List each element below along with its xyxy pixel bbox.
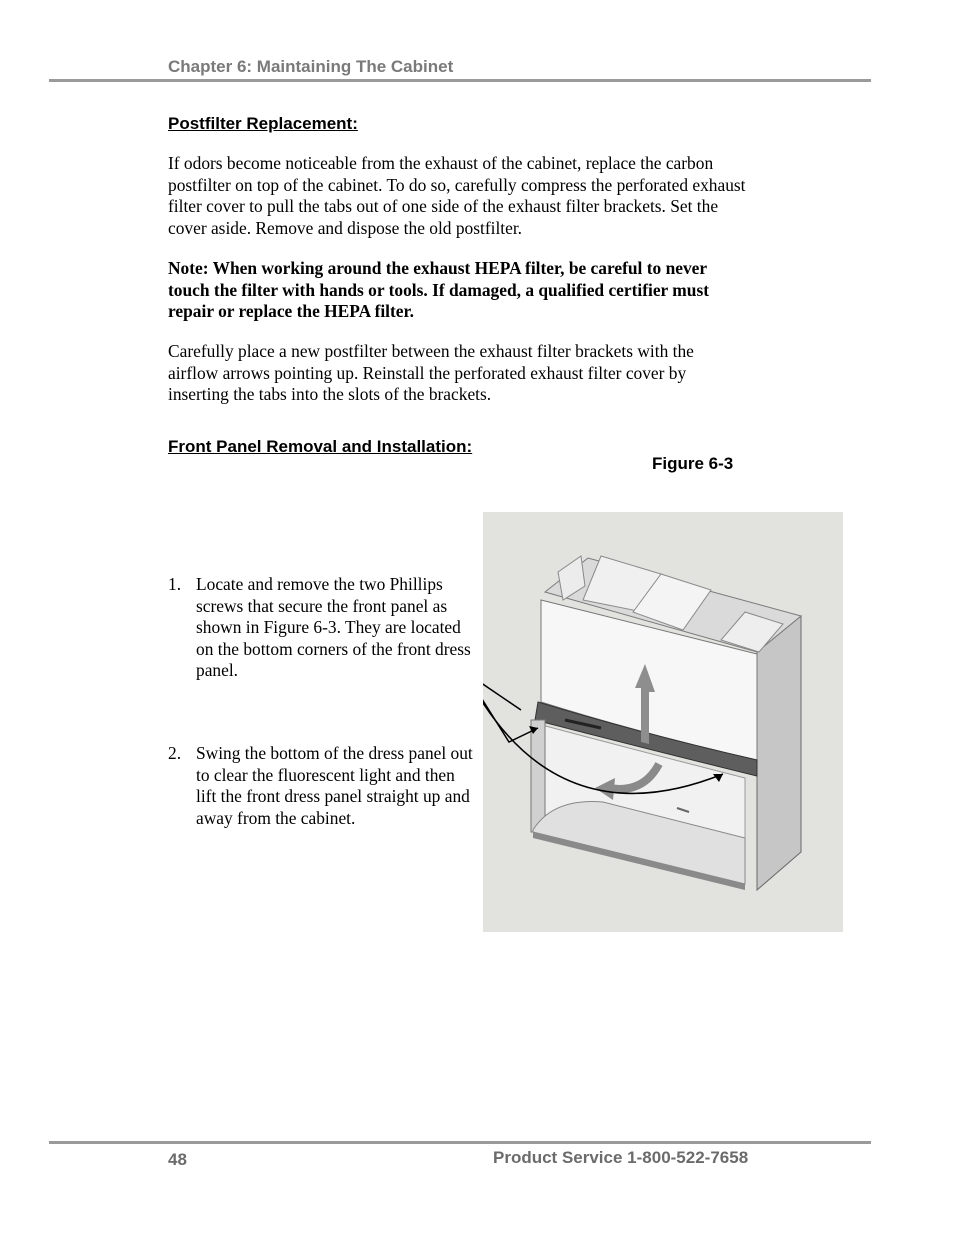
step-list [168,574,478,829]
step-text: Swing the bottom of the dress panel out to clear the fluorescent light and then lift the front dress panel straight up and away from the cabinet. [196,742,473,828]
step-number: 1. [168,574,182,594]
cabinet-illustration [483,512,843,932]
figure-label: Figure 6-3 [652,454,734,473]
step-item [168,574,478,682]
page-number: 48 [168,1150,187,1169]
step-number: 2. [168,742,182,763]
chapter-header: Chapter 6: Maintaining The Cabinet [168,57,454,76]
header-rule [49,79,871,82]
step-text: Locate and remove the two Phillips screws that secure the front panel as shown in Figure 6-3. They are located on the bottom corners of the front dress panel. [196,574,471,681]
hepa-note: Note: When working around the exhaust HEPA filter, be careful to never touch the filter with hands or tools. If damaged, a qualified certifier must repair or replace the HEPA filter. [168,258,710,322]
product-service-phone: Product Service 1-800-522-7658 [493,1148,749,1167]
cabinet-figure [483,512,843,932]
postfilter-paragraph-1: If odors become noticeable from the exhaust of the cabinet, replace the carbon postfilter on top of the cabinet. To do so, carefully compress the perforated exhaust filter cover to pull the tabs out of one side of the exhaust filter brackets. Set the cover aside. Remove and dispose the old postfilter. [168,153,746,238]
postfilter-heading: Postfilter Replacement: [168,114,358,133]
front-panel-heading: Front Panel Removal and Installation: [168,437,473,456]
postfilter-paragraph-2: Carefully place a new postfilter between the exhaust filter brackets with the airflow arrows pointing up. Reinstall the perforated exhaust filter cover by inserting the tabs into the slots of the brackets. [168,341,694,405]
footer-rule [49,1141,871,1144]
step-item [168,743,478,829]
